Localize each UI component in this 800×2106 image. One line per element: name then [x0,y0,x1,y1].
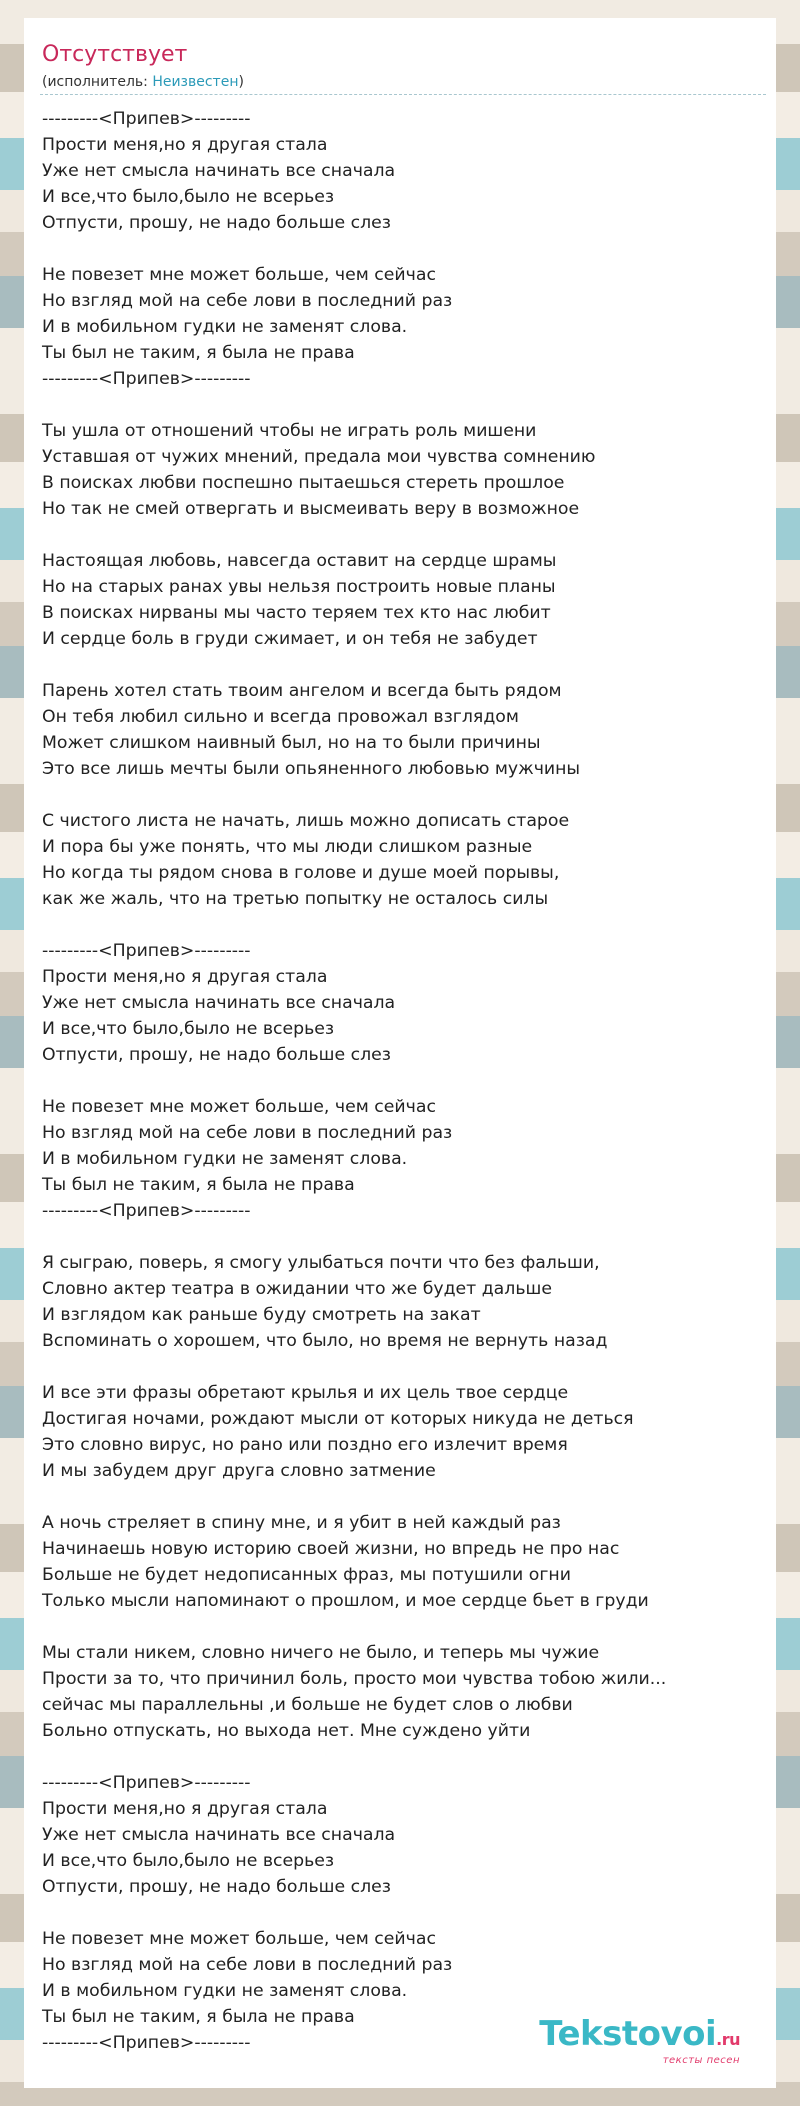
lyric-line: Больно отпускать, но выхода нет. Мне суждено уйти [42,1721,531,1741]
lyric-line: Больше не будет недописанных фраз, мы потушили огни [42,1565,571,1585]
lyric-line: сейчас мы параллельны ,и больше не будет слов о любви [42,1695,573,1715]
lyric-line: ---------<Припев>--------- [42,941,251,961]
lyric-line: Начинаешь новую историю своей жизни, но впредь не про нас [42,1539,620,1559]
lyric-line [42,652,666,678]
lyric-line [42,1224,666,1250]
lyric-line [42,1484,666,1510]
lyric-line: Но так не смей отвергать и высмеивать веру в возможное [42,499,580,519]
lyric-line: И в мобильном гудки не заменят слова. [42,1149,408,1169]
lyric-line: И пора бы уже понять, что мы люди слишком разные [42,837,533,857]
lyric-line [42,1068,666,1094]
lyric-line [42,392,666,418]
lyric-line [42,522,666,548]
lyric-line: В поисках любви поспешно пытаешься стереть прошлое [42,473,565,493]
lyric-line: А ночь стреляет в спину мне, и я убит в ней каждый раз [42,1513,561,1533]
lyrics-text [42,106,666,2056]
lyric-line: Парень хотел стать твоим ангелом и всегда быть рядом [42,681,562,701]
lyric-line: ---------<Припев>--------- [42,2033,251,2053]
song-title: Отсутствует [42,42,188,67]
lyric-line: ---------<Припев>--------- [42,1773,251,1793]
lyric-line [42,1354,666,1380]
lyric-line [42,236,666,262]
lyric-line: Но взгляд мой на себе лови в последний раз [42,1955,453,1975]
lyric-line: И взглядом как раньше буду смотреть на закат [42,1305,481,1325]
lyric-line: ---------<Припев>--------- [42,1201,251,1221]
lyric-line: Отпусти, прошу, не надо больше слез [42,1045,391,1065]
lyric-line: Словно актер театра в ожидании что же будет дальше [42,1279,552,1299]
lyric-line: ---------<Припев>--------- [42,369,251,389]
lyric-line: Может слишком наивный был, но на то были причины [42,733,541,753]
lyric-line: Уже нет смысла начинать все сначала [42,161,396,181]
lyric-line [42,1614,666,1640]
artist-suffix: ) [238,74,244,90]
logo-name: Tekstovoi [539,2014,717,2054]
lyric-line: как же жаль, что на третью попытку не осталось силы [42,889,549,909]
lyric-line: Не повезет мне может больше, чем сейчас [42,1097,436,1117]
lyric-line: ---------<Припев>--------- [42,109,251,129]
lyric-line: Отпусти, прошу, не надо больше слез [42,1877,391,1897]
lyric-line: И все эти фразы обретают крылья и их цель твое сердце [42,1383,569,1403]
lyric-line: Ты был не таким, я была не права [42,343,355,363]
artist-prefix: (исполнитель: [42,74,153,90]
header-divider [40,94,766,95]
lyric-line [42,1744,666,1770]
lyric-line [42,782,666,808]
lyric-line: Только мысли напоминают о прошлом, и мое сердце бьет в груди [42,1591,649,1611]
lyric-line: Настоящая любовь, навсегда оставит на сердце шрамы [42,551,557,571]
lyric-line: Прости меня,но я другая стала [42,967,328,987]
lyric-line: Не повезет мне может больше, чем сейчас [42,1929,436,1949]
lyric-line: Это словно вирус, но рано или поздно его излечит время [42,1435,568,1455]
lyrics-page [24,18,776,2088]
lyric-line: Прости меня,но я другая стала [42,135,328,155]
lyric-line [42,1900,666,1926]
logo-tagline: тексты песен [662,2055,740,2066]
lyric-line: Это все лишь мечты были опьяненного любовью мужчины [42,759,581,779]
lyric-line: Ты был не таким, я была не права [42,1175,355,1195]
lyric-line: Уже нет смысла начинать все сначала [42,1825,396,1845]
lyric-line: Вспоминать о хорошем, что было, но время не вернуть назад [42,1331,608,1351]
artist-line [42,74,244,90]
lyric-line: И все,что было,было не всерьез [42,1851,335,1871]
lyric-line: И все,что было,было не всерьез [42,1019,335,1039]
lyric-line: Но взгляд мой на себе лови в последний раз [42,1123,453,1143]
lyric-line: И все,что было,было не всерьез [42,187,335,207]
lyric-line: Но взгляд мой на себе лови в последний раз [42,291,453,311]
site-logo[interactable] [539,2014,740,2066]
lyric-line: Ты ушла от отношений чтобы не играть роль мишени [42,421,537,441]
logo-tld: .ru [716,2030,740,2049]
lyric-line: Прости за то, что причинил боль, просто мои чувства тобою жили... [42,1669,667,1689]
lyric-line: Мы стали никем, словно ничего не было, и теперь мы чужие [42,1643,600,1663]
lyric-line [42,912,666,938]
lyric-line: И в мобильном гудки не заменят слова. [42,317,408,337]
lyric-line: Я сыграю, поверь, я смогу улыбаться почти что без фальши, [42,1253,600,1273]
lyric-line: И мы забудем друг друга словно затмение [42,1461,436,1481]
lyric-line: Но на старых ранах увы нельзя построить новые планы [42,577,556,597]
artist-link[interactable]: Неизвестен [152,74,239,90]
lyric-line: Ты был не таким, я была не права [42,2007,355,2027]
lyric-line: Достигая ночами, рождают мысли от которых никуда не деться [42,1409,634,1429]
lyric-line: Уставшая от чужих мнений, предала мои чувства сомнению [42,447,596,467]
lyric-line: Отпусти, прошу, не надо больше слез [42,213,391,233]
lyric-line: Он тебя любил сильно и всегда провожал взглядом [42,707,519,727]
lyric-line: Прости меня,но я другая стала [42,1799,328,1819]
lyric-line: Уже нет смысла начинать все сначала [42,993,396,1013]
lyric-line: С чистого листа не начать, лишь можно дописать старое [42,811,570,831]
logo-wordmark [539,2014,740,2057]
lyric-line: Но когда ты рядом снова в голове и душе моей порывы, [42,863,560,883]
lyric-line: В поисках нирваны мы часто теряем тех кто нас любит [42,603,551,623]
lyric-line: И сердце боль в груди сжимает, и он тебя не забудет [42,629,538,649]
lyric-line: Не повезет мне может больше, чем сейчас [42,265,436,285]
lyric-line: И в мобильном гудки не заменят слова. [42,1981,408,2001]
